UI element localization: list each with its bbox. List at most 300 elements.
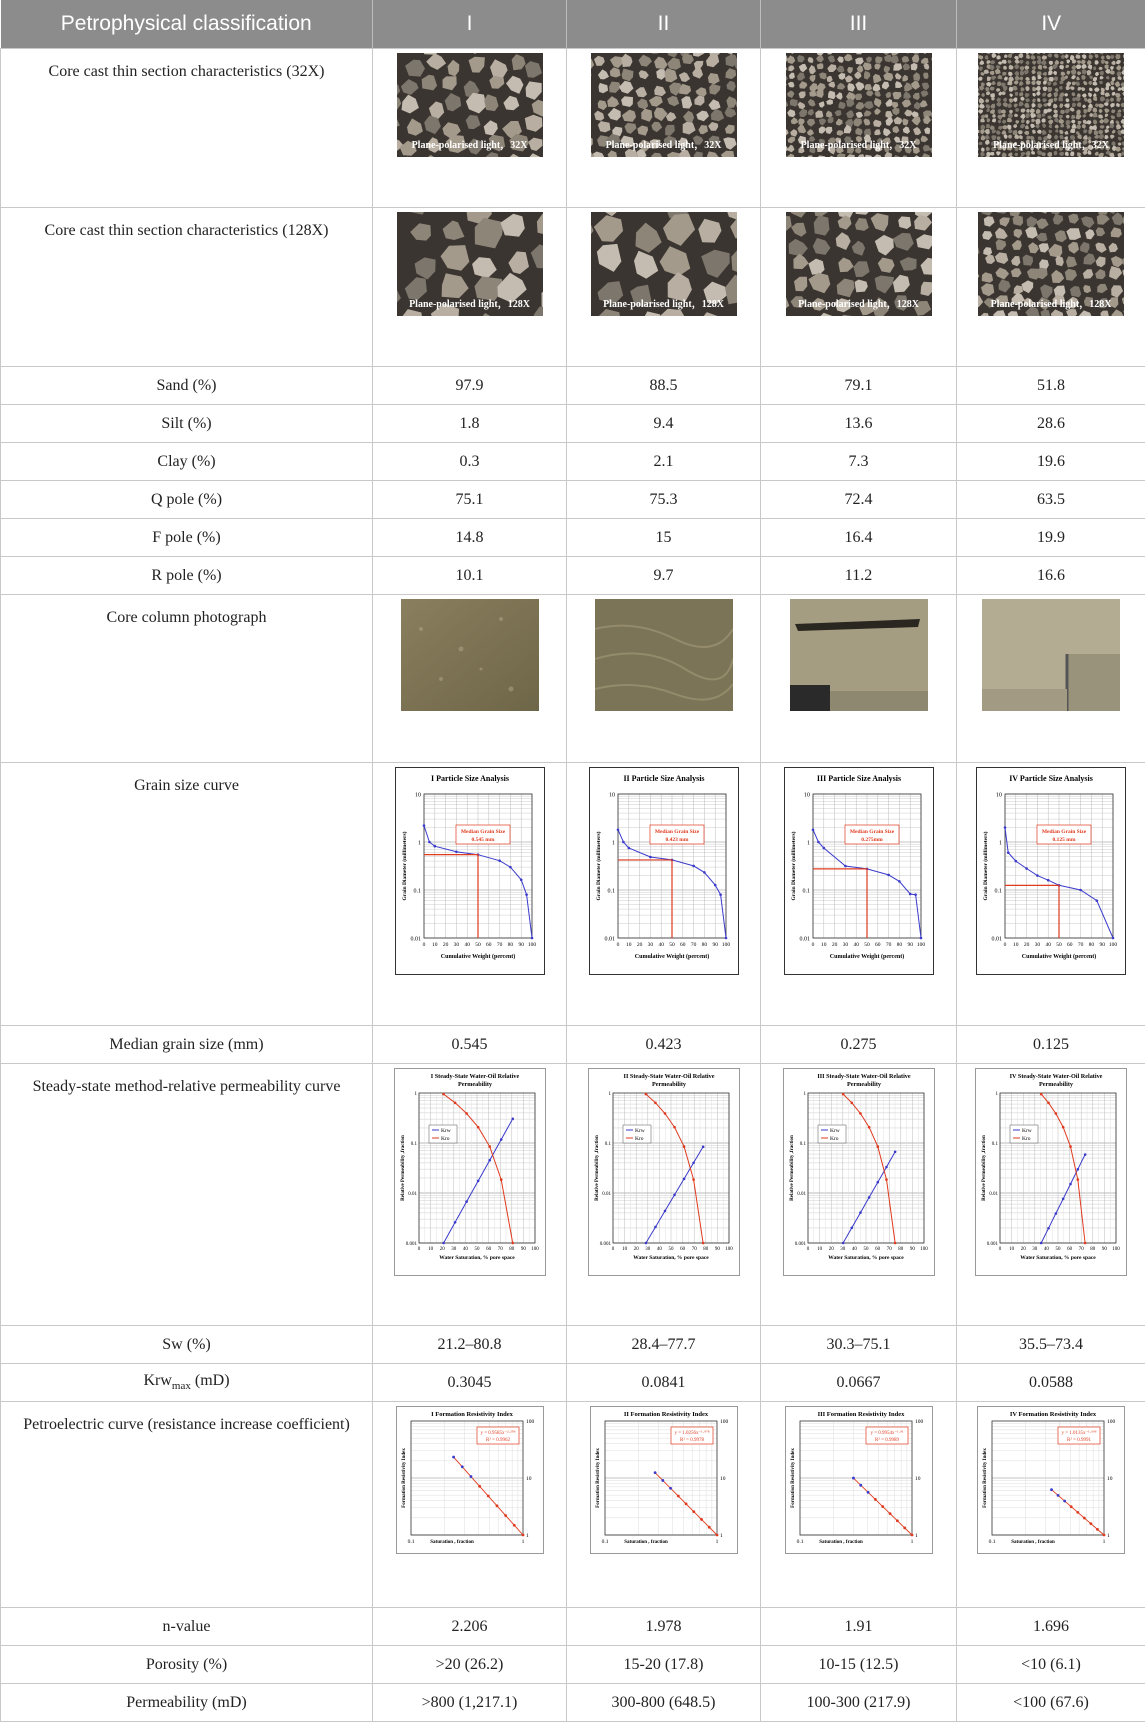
y-tick-label: 0.1: [995, 889, 1003, 895]
x-tick-label: 20: [636, 942, 642, 948]
value-cell: 15-20 (17.8): [567, 1646, 761, 1684]
image-caption: Plane-polarised light，128X: [978, 295, 1124, 310]
x-tick-label: 40: [853, 942, 859, 948]
data-point: [885, 1166, 888, 1169]
y-tick-label: 0.001: [794, 1242, 806, 1247]
data-point: [519, 878, 522, 881]
x-tick-label: 0: [417, 1247, 420, 1252]
core-column-photo: [595, 599, 733, 711]
x-tick-label: 1: [715, 1539, 718, 1545]
x-tick-label: 70: [1078, 942, 1084, 948]
value-cell: 2.206: [373, 1608, 567, 1646]
value-cell: 9.7: [567, 557, 761, 595]
data-point: [512, 1524, 515, 1527]
legend-label: Krw: [830, 1128, 840, 1134]
data-point: [504, 1514, 507, 1517]
x-tick-label: 10: [622, 1247, 628, 1252]
x-tick-label: 1: [521, 1539, 524, 1545]
x-tick-label: 30: [842, 942, 848, 948]
legend-label: Kro: [441, 1136, 450, 1142]
fit-equation: y = 1.0135x⁻¹·⁶⁹⁶: [1061, 1430, 1096, 1436]
data-point: [452, 1456, 455, 1459]
data-point: [673, 1126, 676, 1129]
thin-section-image: [978, 212, 1124, 316]
data-point: [841, 1093, 844, 1096]
y-tick-label: 10: [915, 1476, 921, 1482]
relative-permeability-chart: [394, 1068, 546, 1276]
relative-permeability-chart: [588, 1068, 740, 1276]
y-tick-label: 100: [1107, 1419, 1116, 1425]
data-point: [1036, 874, 1039, 877]
data-point: [460, 1465, 463, 1468]
x-tick-label: 100: [527, 942, 536, 948]
sand-row: [1, 367, 1145, 405]
data-point: [910, 1534, 913, 1537]
row-label: Permeability (mD): [1, 1684, 373, 1722]
x-tick-label: 60: [680, 1247, 686, 1252]
data-point: [465, 1200, 468, 1203]
data-point: [663, 1112, 666, 1115]
x-tick-label: 70: [886, 1247, 892, 1252]
data-point: [455, 850, 458, 853]
y-axis-label: Grain Diameter (millimeters): [982, 831, 989, 900]
x-tick-label: 0: [611, 1247, 614, 1252]
data-point: [488, 1159, 491, 1162]
y-tick-label: 10: [1107, 1476, 1113, 1482]
core-column-photo: [790, 599, 928, 711]
legend-label: Krw: [635, 1128, 645, 1134]
y-tick-label: 10: [526, 1476, 532, 1482]
x-tick-label: 10: [428, 1247, 434, 1252]
row-label: Q pole (%): [1, 481, 373, 519]
data-point: [525, 893, 528, 896]
value-cell: 16.4: [761, 519, 957, 557]
y-tick-label: 1: [526, 1533, 529, 1539]
data-point: [488, 1145, 491, 1148]
x-tick-label: 40: [656, 1247, 662, 1252]
legend-label: Kro: [1022, 1136, 1031, 1142]
value-cell: <100 (67.6): [957, 1684, 1145, 1722]
y-tick-label: 0.01: [989, 1192, 998, 1197]
x-tick-label: 70: [690, 942, 696, 948]
x-tick-label: 80: [898, 1247, 904, 1252]
y-tick-label: 100: [526, 1419, 535, 1425]
y-axis-label: Formation Resistivity Index: [791, 1448, 796, 1508]
krw-max-row: [1, 1364, 1145, 1402]
core-photo-row: [1, 595, 1145, 763]
x-tick-label: 60: [680, 942, 686, 948]
value-cell: 63.5: [957, 481, 1145, 519]
median-label: Median Grain Size: [654, 829, 699, 835]
data-point: [692, 1510, 695, 1513]
y-tick-label: 10: [609, 793, 615, 799]
y-tick-label: 0.1: [992, 1142, 999, 1147]
y-tick-label: 0.01: [799, 937, 810, 943]
x-tick-label: 20: [828, 1247, 834, 1252]
porosity-row: [1, 1646, 1145, 1684]
x-tick-label: 70: [496, 942, 502, 948]
data-point: [1047, 879, 1050, 882]
y-tick-label: 1: [612, 841, 615, 847]
x-tick-label: 60: [1067, 1247, 1073, 1252]
data-point: [511, 1118, 514, 1121]
value-cell: 88.5: [567, 367, 761, 405]
data-point: [893, 1150, 896, 1153]
y-tick-label: 10: [720, 1476, 726, 1482]
x-tick-label: 20: [1024, 942, 1030, 948]
value-cell: 7.3: [761, 443, 957, 481]
x-tick-label: 40: [462, 1247, 468, 1252]
chart-title: II Steady-State Water-Oil Relative: [623, 1073, 714, 1080]
y-tick-label: 100: [720, 1419, 729, 1425]
data-point: [422, 824, 425, 827]
data-point: [1040, 1093, 1043, 1096]
value-cell: 51.8: [957, 367, 1145, 405]
fit-r2: R² = 0.9991: [1067, 1437, 1091, 1443]
data-point: [428, 841, 431, 844]
y-tick-label: 0.1: [604, 1142, 611, 1147]
data-point: [616, 828, 619, 831]
value-cell: 1.91: [761, 1608, 957, 1646]
data-point: [876, 1145, 879, 1148]
value-cell: 2.1: [567, 443, 761, 481]
x-tick-label: 90: [1099, 942, 1105, 948]
data-point: [1070, 1505, 1073, 1508]
image-caption: Plane-polarised light，128X: [591, 295, 737, 310]
image-caption: Plane-polarised light，32X: [978, 136, 1124, 151]
x-tick-label: 60: [486, 1247, 492, 1252]
data-point: [509, 866, 512, 869]
y-tick-label: 1: [1107, 1533, 1110, 1539]
data-point: [654, 1102, 657, 1105]
x-tick-label: 40: [851, 1247, 857, 1252]
y-axis-label: Grain Diameter (millimeters): [595, 831, 602, 900]
data-point: [692, 1162, 695, 1165]
row-label: Grain size curve: [1, 763, 373, 1026]
legend-label: Krw: [1022, 1128, 1032, 1134]
row-label: Krw$_{max}$ (mD): [1, 1364, 373, 1402]
kro-curve: [645, 1094, 702, 1243]
grain-size-chart: [589, 767, 739, 975]
data-point: [669, 1487, 672, 1490]
x-tick-label: 50: [863, 1247, 869, 1252]
header-cell: II: [567, 0, 761, 49]
data-point: [498, 859, 501, 862]
row-label: Sw (%): [1, 1326, 373, 1364]
x-tick-label: 40: [464, 942, 470, 948]
data-point: [1083, 1517, 1086, 1520]
data-point: [903, 1526, 906, 1529]
value-cell: 1.696: [957, 1608, 1145, 1646]
y-tick-label: 0.01: [797, 1192, 806, 1197]
data-point: [881, 1505, 884, 1508]
x-tick-label: 50: [1056, 1247, 1062, 1252]
data-point: [1057, 1494, 1060, 1497]
x-tick-label: 40: [1045, 942, 1051, 948]
data-point: [433, 845, 436, 848]
x-tick-label: 30: [840, 1247, 846, 1252]
n-value-row: [1, 1608, 1145, 1646]
x-axis-label: Water Saturation, % pore space: [1020, 1255, 1096, 1261]
x-tick-label: 10: [1013, 942, 1019, 948]
data-point: [867, 1126, 870, 1129]
data-point: [1096, 899, 1099, 902]
resistivity-index-chart: [396, 1406, 544, 1554]
row-label: R pole (%): [1, 557, 373, 595]
value-cell: 19.6: [957, 443, 1145, 481]
chart-title: IV Steady-State Water-Oil Relative: [1010, 1073, 1103, 1080]
data-point: [465, 1112, 468, 1115]
x-tick-label: 60: [875, 1247, 881, 1252]
x-tick-label: 20: [439, 1247, 445, 1252]
data-point: [811, 828, 814, 831]
value-cell: 0.0588: [957, 1364, 1145, 1402]
value-cell: 9.4: [567, 405, 761, 443]
data-point: [499, 1178, 502, 1181]
value-cell: 300-800 (648.5): [567, 1684, 761, 1722]
x-tick-label: 0: [999, 1247, 1002, 1252]
value-cell: 79.1: [761, 367, 957, 405]
y-tick-label: 0.1: [413, 889, 421, 895]
value-cell: 0.0667: [761, 1364, 957, 1402]
value-cell: 1.8: [373, 405, 567, 443]
data-point: [530, 937, 533, 940]
x-tick-label: 0.1: [796, 1539, 803, 1545]
value-cell: 0.0841: [567, 1364, 761, 1402]
data-point: [724, 937, 727, 940]
x-axis-label: Saturation , fraction: [624, 1540, 668, 1545]
image-caption: Plane-polarised light，32X: [786, 136, 932, 151]
x-axis-label: Cumulative Weight (percent): [634, 953, 708, 960]
y-axis-label: Formation Resistivity Index: [596, 1448, 601, 1508]
x-axis-label: Cumulative Weight (percent): [829, 953, 903, 960]
silt-row: [1, 405, 1145, 443]
data-point: [866, 1491, 869, 1494]
y-axis-label: Relative Permeability ,fraction: [595, 1135, 600, 1201]
value-cell: 11.2: [761, 557, 957, 595]
image-caption: Plane-polarised light，32X: [591, 136, 737, 151]
value-cell: 14.8: [373, 519, 567, 557]
x-tick-label: 50: [1056, 942, 1062, 948]
x-tick-label: 50: [864, 942, 870, 948]
data-point: [521, 1534, 524, 1537]
y-axis-label: Formation Resistivity Index: [402, 1448, 407, 1508]
r-pole-row: [1, 557, 1145, 595]
data-point: [1062, 1197, 1065, 1200]
data-point: [715, 1534, 718, 1537]
y-tick-label: 0.01: [410, 937, 421, 943]
x-tick-label: 0: [811, 942, 814, 948]
data-point: [898, 880, 901, 883]
chart-title: IV Particle Size Analysis: [1009, 774, 1093, 783]
y-tick-label: 10: [804, 793, 810, 799]
data-point: [673, 1194, 676, 1197]
data-point: [1077, 1168, 1080, 1171]
thin-section-32x-row: [1, 49, 1145, 208]
data-point: [1077, 1178, 1080, 1181]
x-tick-label: 30: [453, 942, 459, 948]
chart-title-line2: Permeability: [846, 1081, 881, 1088]
y-tick-label: 10: [996, 793, 1002, 799]
x-axis-label: Saturation , fraction: [430, 1540, 474, 1545]
x-axis-label: Cumulative Weight (percent): [1022, 953, 1096, 960]
data-point: [1055, 1112, 1058, 1115]
data-point: [859, 1211, 862, 1214]
fit-equation: y = 0.9954x⁻¹·⁹¹: [870, 1430, 904, 1436]
median-marker: [618, 860, 672, 938]
data-point: [844, 865, 847, 868]
x-tick-label: 20: [633, 1247, 639, 1252]
data-point: [895, 1519, 898, 1522]
x-tick-label: 60: [875, 942, 881, 948]
value-cell: 100-300 (217.9): [761, 1684, 957, 1722]
x-tick-label: 100: [725, 1247, 733, 1252]
y-tick-label: 0.001: [599, 1242, 611, 1247]
x-tick-label: 0.1: [601, 1539, 608, 1545]
x-tick-label: 20: [831, 942, 837, 948]
value-cell: 75.1: [373, 481, 567, 519]
data-point: [1047, 1227, 1050, 1230]
fit-r2: R² = 0.9962: [486, 1437, 510, 1443]
data-point: [707, 1526, 710, 1529]
data-point: [1096, 1528, 1099, 1531]
data-point: [893, 1242, 896, 1245]
y-tick-label: 1: [807, 841, 810, 847]
core-column-photo: [982, 599, 1120, 711]
data-point: [1062, 1126, 1065, 1129]
sw-row: [1, 1326, 1145, 1364]
row-label: Sand (%): [1, 367, 373, 405]
resistivity-index-chart: [590, 1406, 738, 1554]
x-tick-label: 100: [531, 1247, 539, 1252]
x-tick-label: 70: [497, 1247, 503, 1252]
data-point: [1112, 937, 1115, 940]
relative-permeability-chart: [783, 1068, 935, 1276]
data-point: [817, 841, 820, 844]
x-tick-label: 90: [907, 942, 913, 948]
data-point: [684, 1502, 687, 1505]
data-point: [1069, 1183, 1072, 1186]
chart-title-line2: Permeability: [1039, 1081, 1074, 1088]
value-cell: 10-15 (12.5): [761, 1646, 957, 1684]
value-cell: 10.1: [373, 557, 567, 595]
data-point: [701, 1145, 704, 1148]
data-point: [822, 847, 825, 850]
chart-title-line2: Permeability: [457, 1081, 492, 1088]
x-tick-label: 1: [1103, 1539, 1106, 1545]
chart-title: II Formation Resistivity Index: [623, 1411, 708, 1418]
x-tick-label: 40: [1044, 1247, 1050, 1252]
y-tick-label: 1: [418, 841, 421, 847]
y-tick-label: 1: [720, 1533, 723, 1539]
x-tick-label: 80: [1089, 942, 1095, 948]
data-point: [1004, 826, 1007, 829]
data-point: [850, 1102, 853, 1105]
x-tick-label: 90: [518, 942, 524, 948]
x-tick-label: 0.1: [407, 1539, 414, 1545]
data-point: [873, 1498, 876, 1501]
row-label: n-value: [1, 1608, 373, 1646]
data-point: [649, 856, 652, 859]
x-tick-label: 90: [712, 942, 718, 948]
value-cell: 16.6: [957, 557, 1145, 595]
x-tick-label: 50: [668, 1247, 674, 1252]
y-axis-label: Relative Permeability ,fraction: [401, 1135, 406, 1201]
row-label: Core cast thin section characteristics (128X): [1, 208, 373, 367]
y-axis-label: Grain Diameter (millimeters): [401, 831, 408, 900]
x-tick-label: 0: [422, 942, 425, 948]
data-point: [453, 1102, 456, 1105]
row-label: Core column photograph: [1, 595, 373, 763]
chart-title: I Steady-State Water-Oil Relative: [430, 1073, 519, 1080]
grain-size-chart: [784, 767, 934, 975]
legend-label: Kro: [830, 1136, 839, 1142]
x-tick-label: 10: [432, 942, 438, 948]
data-point: [486, 1495, 489, 1498]
y-axis-label: Relative Permeability ,fraction: [982, 1135, 987, 1201]
x-axis-label: Saturation , fraction: [819, 1540, 863, 1545]
y-tick-label: 1: [414, 1092, 417, 1097]
value-cell: 97.9: [373, 367, 567, 405]
x-tick-label: 30: [1035, 942, 1041, 948]
data-point: [511, 1242, 514, 1245]
median-grain-row: [1, 1026, 1145, 1064]
data-point: [622, 841, 625, 844]
x-tick-label: 100: [916, 942, 925, 948]
chart-title: III Formation Resistivity Index: [817, 1411, 905, 1418]
chart-title: III Steady-State Water-Oil Relative: [817, 1073, 911, 1080]
median-marker: [1005, 885, 1059, 938]
x-tick-label: 80: [509, 1247, 515, 1252]
y-axis-label: Formation Resistivity Index: [983, 1448, 988, 1508]
data-point: [713, 884, 716, 887]
x-tick-label: 70: [691, 1247, 697, 1252]
y-tick-label: 0.01: [602, 1192, 611, 1197]
chart-title: I Particle Size Analysis: [431, 774, 509, 783]
data-point: [644, 1093, 647, 1096]
core-column-photo: [401, 599, 539, 711]
x-tick-label: 60: [1067, 942, 1073, 948]
data-point: [653, 1471, 656, 1474]
data-point: [1084, 1242, 1087, 1245]
value-cell: <10 (6.1): [957, 1646, 1145, 1684]
data-point: [663, 1210, 666, 1213]
y-tick-label: 0.001: [405, 1242, 417, 1247]
data-point: [476, 1126, 479, 1129]
x-tick-label: 0: [1004, 942, 1007, 948]
data-point: [859, 1112, 862, 1115]
chart-title-line2: Permeability: [651, 1081, 686, 1088]
data-point: [703, 871, 706, 874]
row-label: Steady-state method-relative permeability curve: [1, 1064, 373, 1326]
row-label: Core cast thin section characteristics (32X): [1, 49, 373, 208]
grain-size-row: [1, 763, 1145, 1026]
data-point: [661, 1479, 664, 1482]
data-point: [1055, 1212, 1058, 1215]
y-tick-label: 0.01: [408, 1192, 417, 1197]
data-point: [1025, 867, 1028, 870]
x-tick-label: 90: [1102, 1247, 1108, 1252]
median-value-label: 0.125 mm: [1053, 837, 1076, 843]
data-point: [1007, 851, 1010, 854]
x-axis-label: Water Saturation, % pore space: [828, 1255, 904, 1261]
grain-size-chart: [976, 767, 1126, 975]
row-label: F pole (%): [1, 519, 373, 557]
header-cell: IV: [957, 0, 1145, 49]
chart-title: IV Formation Resistivity Index: [1010, 1411, 1097, 1418]
data-point: [1069, 1145, 1072, 1148]
data-point: [701, 1242, 704, 1245]
